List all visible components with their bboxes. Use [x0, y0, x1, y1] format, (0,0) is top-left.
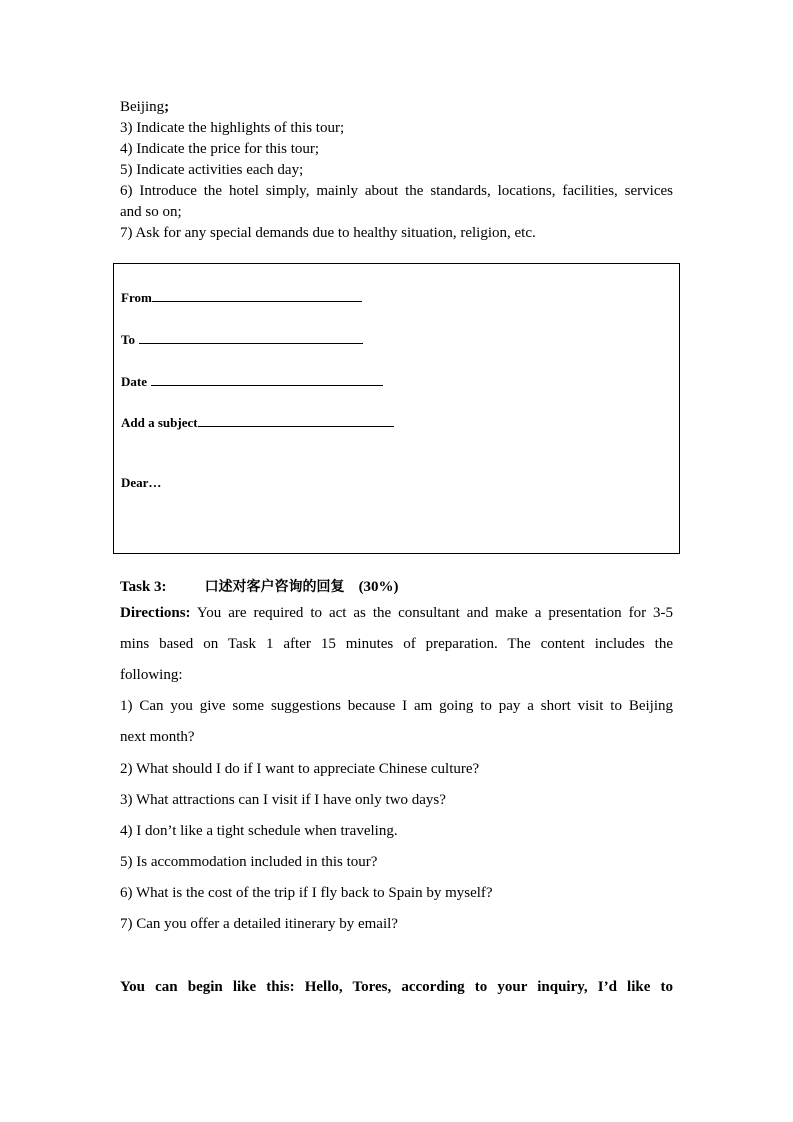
task3-title-cn: 口述对客户咨询的回复: [204, 579, 345, 595]
date-field[interactable]: [121, 372, 383, 390]
task3-heading: [120, 578, 399, 596]
beijing-semicolon: ;: [164, 99, 170, 115]
question-4: 4) I don’t like a tight schedule when traveling.: [120, 823, 398, 839]
list-line-beijing: [120, 98, 169, 116]
from-field[interactable]: [121, 288, 362, 306]
to-label: To: [121, 332, 135, 347]
email-form-box: [113, 263, 680, 554]
begin-line: You can begin like this: Hello, Tores, according to your inquiry, I’d like to: [120, 979, 673, 995]
subject-label: Add a subject: [121, 415, 198, 430]
list-item-3: 3) Indicate the highlights of this tour;: [120, 120, 345, 136]
subject-field[interactable]: [121, 413, 394, 431]
question-5: 5) Is accommodation included in this tour?: [120, 854, 378, 870]
question-6: 6) What is the cost of the trip if I fly back to Spain by myself?: [120, 885, 493, 901]
directions-label: Directions:: [120, 605, 191, 621]
question-1: 1) Can you give some suggestions because I am going to pay a short visit to Beijing: [120, 698, 673, 714]
task3-weight: (30%): [358, 579, 399, 595]
question-2: 2) What should I do if I want to appreciate Chinese culture?: [120, 761, 480, 777]
directions-line-2: mins based on Task 1 after 15 minutes of preparation. The content includes the: [120, 636, 673, 652]
subject-input-line[interactable]: [198, 413, 394, 427]
task3-label: Task 3:: [120, 579, 167, 595]
list-item-7: 7) Ask for any special demands due to healthy situation, religion, etc.: [120, 225, 536, 241]
from-input-line[interactable]: [152, 288, 362, 302]
to-input-line[interactable]: [139, 330, 363, 344]
directions-line-3: following:: [120, 667, 183, 683]
date-label: Date: [121, 374, 147, 389]
list-item-6-continued: and so on;: [120, 204, 182, 220]
list-item-4: 4) Indicate the price for this tour;: [120, 141, 320, 157]
date-input-line[interactable]: [151, 372, 383, 386]
list-item-6: 6) Introduce the hotel simply, mainly about the standards, locations, facilities, services: [120, 183, 673, 199]
beijing-text: Beijing: [120, 99, 165, 115]
greeting-text: Dear…: [121, 475, 162, 490]
from-label: From: [121, 290, 152, 305]
question-1-continued: next month?: [120, 729, 195, 745]
list-item-5: 5) Indicate activities each day;: [120, 162, 304, 178]
directions-line-1: [120, 604, 673, 622]
to-field[interactable]: [121, 330, 363, 348]
directions-text-1: You are required to act as the consultant and make a presentation for 3-5: [190, 605, 673, 621]
question-7: 7) Can you offer a detailed itinerary by email?: [120, 916, 398, 932]
question-3: 3) What attractions can I visit if I have only two days?: [120, 792, 446, 808]
